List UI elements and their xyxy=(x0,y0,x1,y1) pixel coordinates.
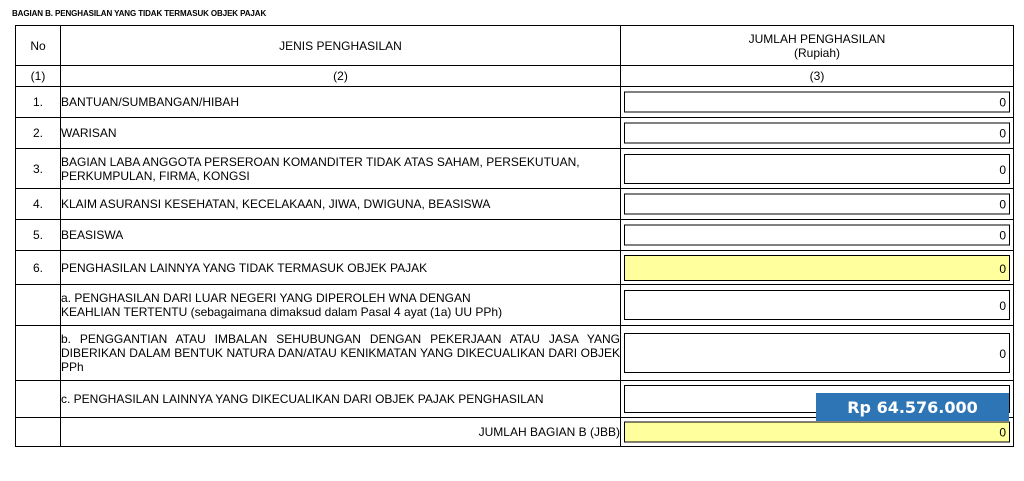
header-jumlah-label: JUMLAH PENGHASILAN xyxy=(748,31,886,46)
row-number: 6. xyxy=(16,251,61,285)
empty-number-cell xyxy=(16,418,61,447)
row-label: BANTUAN/SUMBANGAN/HIBAH xyxy=(61,87,621,118)
row-label: KLAIM ASURANSI KESEHATAN, KECELAKAAN, JIWA, DWIGUNA, BEASISWA xyxy=(61,189,621,220)
table-row xyxy=(16,87,1014,118)
table-row xyxy=(16,189,1014,220)
amount-input-6b[interactable]: 0 xyxy=(624,333,1010,373)
column-number-1: (1) xyxy=(16,66,61,87)
section-title: BAGIAN B. PENGHASILAN YANG TIDAK TERMASUK OBJEK PAJAK xyxy=(12,9,267,18)
amount-input-1[interactable]: 0 xyxy=(624,92,1010,113)
amount-badge: Rp 64.576.000 xyxy=(816,393,1009,421)
amount-input-6[interactable]: 0 xyxy=(624,255,1010,281)
subrow-label-a-line2: KEAHLIAN TERTENTU (sebagaimana dimaksud dalam Pasal 4 ayat (1a) UU PPh) xyxy=(61,305,503,319)
column-number-row xyxy=(16,66,1014,87)
income-table xyxy=(15,25,1014,447)
total-amount-input[interactable]: 0 xyxy=(624,422,1010,443)
row-label: BAGIAN LABA ANGGOTA PERSEROAN KOMANDITER TIDAK ATAS SAHAM, PERSEKUTUAN, PERKUMPULAN, FIRMA, KONGSI xyxy=(61,149,621,189)
row-number: 3. xyxy=(16,149,61,189)
row-number: 2. xyxy=(16,118,61,149)
table-row xyxy=(16,285,1014,326)
total-row xyxy=(16,418,1014,447)
amount-input-6a[interactable]: 0 xyxy=(624,290,1010,320)
row-label: WARISAN xyxy=(61,118,621,149)
empty-number-cell xyxy=(16,381,61,418)
header-jumlah xyxy=(621,26,1014,66)
table-row xyxy=(16,220,1014,251)
table-row xyxy=(16,118,1014,149)
empty-number-cell xyxy=(16,326,61,381)
subrow-label-a xyxy=(61,285,621,326)
column-number-3: (3) xyxy=(621,66,1014,87)
amount-input-2[interactable]: 0 xyxy=(624,123,1010,144)
header-jenis: JENIS PENGHASILAN xyxy=(61,26,621,66)
empty-number-cell xyxy=(16,285,61,326)
total-label: JUMLAH BAGIAN B (JBB) xyxy=(61,418,621,447)
row-label: BEASISWA xyxy=(61,220,621,251)
header-row xyxy=(16,26,1014,66)
header-jumlah-unit: (Rupiah) xyxy=(793,45,841,60)
subrow-label-c: c. PENGHASILAN LAINNYA YANG DIKECUALIKAN DARI OBJEK PAJAK PENGHASILAN xyxy=(61,381,621,418)
subrow-label-b: b. PENGGANTIAN ATAU IMBALAN SEHUBUNGAN DENGAN PEKERJAAN ATAU JASA YANG DIBERIKAN DALAM BENTUK NATURA DAN/ATAU KENIKMATAN YANG DIKECUALIKAN DARI OBJEK PPh xyxy=(61,326,621,381)
header-no: No xyxy=(16,26,61,66)
row-number: 4. xyxy=(16,189,61,220)
column-number-2: (2) xyxy=(61,66,621,87)
amount-input-3[interactable]: 0 xyxy=(624,154,1010,184)
table-row xyxy=(16,326,1014,381)
amount-input-5[interactable]: 0 xyxy=(624,225,1010,246)
table-row xyxy=(16,251,1014,285)
table-row xyxy=(16,149,1014,189)
amount-input-4[interactable]: 0 xyxy=(624,194,1010,215)
row-label: PENGHASILAN LAINNYA YANG TIDAK TERMASUK OBJEK PAJAK xyxy=(61,251,621,285)
row-number: 1. xyxy=(16,87,61,118)
row-number: 5. xyxy=(16,220,61,251)
subrow-label-a-line1: a. PENGHASILAN DARI LUAR NEGERI YANG DIPEROLEH WNA DENGAN xyxy=(61,291,471,305)
